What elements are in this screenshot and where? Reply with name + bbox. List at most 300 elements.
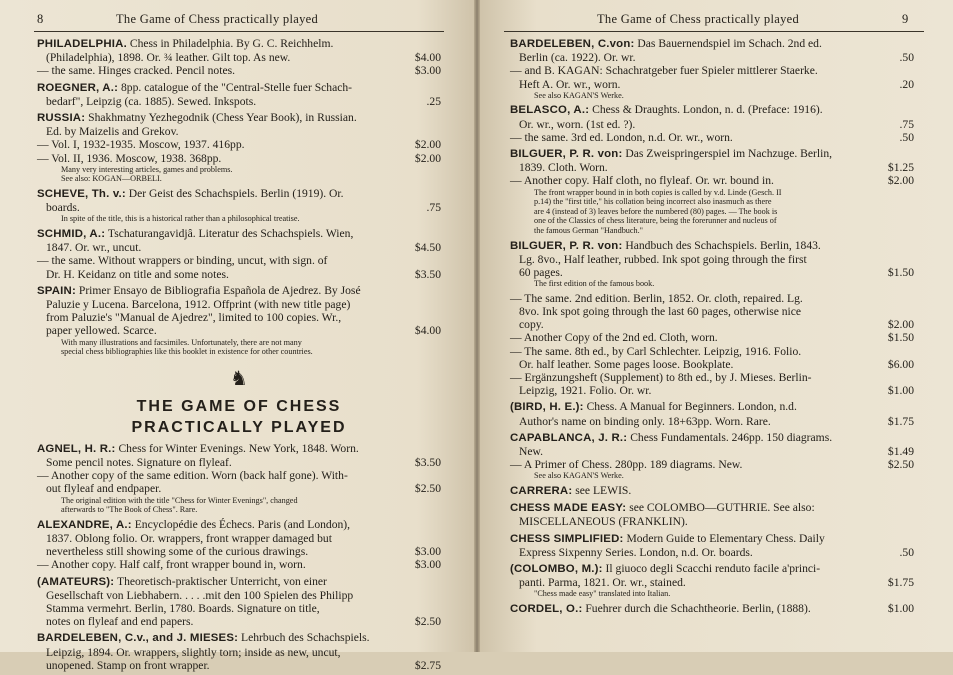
- entry-description: — The same. 2nd edition. Berlin, 1852. Or. cloth, repaired. Lg.: [510, 291, 803, 305]
- entry-text: [37, 37, 441, 51]
- entry-line: [37, 602, 441, 615]
- entry-line: [510, 253, 914, 266]
- entry-line: [37, 324, 441, 337]
- entry-description: Chess in Philadelphia. By G. C. Reichhelm.: [129, 37, 334, 50]
- entry-description: Theoretisch-praktischer Unterricht, von einer: [116, 574, 327, 588]
- entry-price: $1.00: [887, 384, 914, 398]
- catalog-entry: [37, 631, 441, 675]
- entry-description: Modern Guide to Elementary Chess. Daily: [626, 531, 825, 545]
- entry-line: [510, 118, 914, 131]
- entry-description: 8pp. catalogue of the "Central-Stelle fuer Schach-: [121, 80, 353, 94]
- entry-text: [37, 138, 409, 151]
- entry-description: Or. half leather. Some pages loose. Bookplate.: [519, 357, 734, 371]
- entry-note: See also KAGAN'S Werke.: [534, 90, 624, 100]
- entry-text: [519, 415, 882, 428]
- entry-note: See also KAGAN'S Werke.: [534, 471, 624, 481]
- entry-price: $1.50: [887, 266, 914, 279]
- catalog-entry: [37, 518, 441, 575]
- entry-line: [37, 456, 441, 469]
- entry-description: Or. wr., worn. (1st ed. ?).: [519, 117, 636, 131]
- section-title-line-2: PRACTICALLY PLAYED: [131, 418, 347, 436]
- entry-line: [510, 546, 914, 559]
- entry-line: [510, 318, 914, 331]
- entry-line: [37, 545, 441, 558]
- catalog-entry: [510, 484, 914, 501]
- entry-description: Heft A. Or. wr., worn.: [519, 77, 621, 91]
- entry-description: Chess for Winter Evenings. New York, 1848. Worn.: [118, 441, 359, 455]
- entry-text: [37, 152, 409, 165]
- entry-line: [510, 501, 914, 515]
- entry-description: 1837. Oblong folio. Or. wrappers, front wrapper damaged but: [46, 532, 332, 546]
- entry-line: [510, 37, 914, 51]
- entry-line: [37, 227, 441, 241]
- entry-price: $1.00: [887, 602, 914, 616]
- entry-text: [46, 51, 409, 64]
- entry-line: [510, 174, 914, 187]
- entry-line: [510, 131, 914, 144]
- entry-note: The original edition with the title "Chess for Winter Evenings", changed: [61, 495, 298, 505]
- entry-text: [37, 227, 441, 241]
- entry-text: [46, 532, 441, 545]
- right-page: [480, 0, 953, 652]
- entry-description: Chess Fundamentals. 246pp. 150 diagrams.: [630, 430, 833, 444]
- entry-text: [519, 266, 882, 279]
- left-entries-bottom: [37, 442, 441, 675]
- entry-text: [519, 318, 882, 331]
- entry-text: [37, 442, 441, 456]
- entry-line: [37, 95, 441, 108]
- entry-text: [510, 292, 914, 305]
- entry-text: [510, 532, 914, 546]
- entry-text: [519, 576, 882, 589]
- entry-description: Some pencil notes. Signature on flyleaf.: [46, 456, 232, 470]
- entry-text: [510, 239, 914, 253]
- entry-heading: (AMATEURS):: [37, 575, 115, 588]
- page-number-left: 8: [37, 12, 44, 26]
- catalog-entry: [37, 37, 441, 81]
- entry-line: [510, 161, 914, 174]
- entry-note: With many illustrations and facsimiles. Unfortunately, there are not many: [61, 337, 302, 347]
- entry-description: — The same. 8th ed., by Carl Schlechter. Leipzig, 1916. Folio.: [510, 344, 802, 358]
- entry-description: panti. Parma, 1821. Or. wr., stained.: [519, 576, 686, 590]
- entry-text: [37, 81, 441, 95]
- catalog-entry: [510, 37, 914, 103]
- catalog-entry: [510, 501, 914, 531]
- entry-description: 1847. Or. wr., uncut.: [46, 241, 142, 255]
- entry-spacer: [37, 357, 441, 360]
- entry-line: [510, 266, 914, 279]
- entry-text: [510, 458, 882, 471]
- entry-text: [46, 125, 441, 138]
- section-title-line-1: THE GAME OF CHESS: [136, 397, 342, 415]
- entry-text: [510, 103, 914, 117]
- entry-price: .50: [899, 545, 914, 559]
- entry-text: [37, 469, 441, 482]
- entry-spacer: [510, 616, 914, 619]
- entry-description: Lehrbuch des Schachspiels.: [241, 631, 370, 645]
- entry-heading: RUSSIA:: [37, 112, 86, 125]
- running-head-left: The Game of Chess practically played: [116, 12, 319, 26]
- entry-price: .20: [899, 77, 914, 91]
- entry-text: [519, 253, 914, 266]
- entry-description: 60 pages.: [519, 266, 563, 279]
- entry-line: [37, 532, 441, 545]
- entry-text: [510, 431, 914, 445]
- entry-line: [510, 576, 914, 589]
- entry-line: [37, 311, 441, 324]
- entry-line: [510, 515, 914, 528]
- entry-text: [46, 545, 409, 558]
- entry-description: — Vol. I, 1932-1935. Moscow, 1937. 416pp.: [37, 138, 245, 152]
- entry-line: [510, 484, 914, 498]
- entry-price: .50: [899, 130, 914, 144]
- entry-description: — the same. Without wrappers or binding, uncut, with sign. of: [37, 254, 328, 268]
- entry-price: .25: [426, 94, 441, 108]
- entry-text: [46, 298, 441, 311]
- entry-description: — Another copy of the same edition. Worn (back half gone). With-: [37, 469, 348, 483]
- entry-price: .75: [899, 117, 914, 131]
- entry-description: out flyleaf and endpaper.: [46, 482, 162, 496]
- entry-heading: CHESS MADE EASY:: [510, 502, 627, 515]
- entry-description: — Ergänzungsheft (Supplement) to 8th ed., by J. Mieses. Berlin-: [510, 371, 812, 385]
- entry-description: Das Bauernendspiel im Schach. 2nd ed.: [637, 37, 822, 50]
- running-head-right: The Game of Chess practically played: [597, 12, 800, 26]
- entry-text: [37, 631, 441, 645]
- entry-description: Encyclopédie des Échecs. Paris (and London),: [134, 517, 351, 531]
- entry-text: [46, 482, 409, 495]
- entry-line: [37, 482, 441, 495]
- entry-text: [519, 445, 882, 458]
- catalog-entry: [37, 81, 441, 111]
- entry-line: [510, 64, 914, 77]
- entry-description: paper yellowed. Scarce.: [46, 324, 157, 338]
- entry-line: [510, 532, 914, 546]
- entry-price: $2.00: [414, 138, 441, 152]
- entry-heading: CHESS SIMPLIFIED:: [510, 532, 624, 545]
- catalog-entry: [510, 147, 914, 239]
- entry-description: bedarf", Leipzig (ca. 1885). Sewed. Inkspots.: [46, 94, 257, 108]
- catalog-entry: [37, 187, 441, 227]
- entry-price: $1.75: [887, 576, 914, 590]
- entry-text: [46, 268, 409, 281]
- entry-price: $2.00: [414, 151, 441, 165]
- page-number-right: 9: [902, 12, 909, 26]
- catalog-entry: [510, 532, 914, 562]
- entry-description: Il giuoco degli Scacchi renduto facile a'princi-: [605, 562, 821, 576]
- entry-heading: CORDEL, O.:: [510, 603, 583, 616]
- entry-price: $3.00: [414, 64, 441, 78]
- entry-text: [37, 558, 409, 571]
- entry-description: — Another copy. Half cloth, no flyleaf. Or. wr. bound in.: [510, 174, 774, 188]
- entry-line: [510, 384, 914, 397]
- entry-text: [37, 575, 441, 589]
- entry-text: [519, 78, 882, 91]
- entry-text: [510, 484, 914, 498]
- entry-note: the famous German "Handbuch.": [534, 226, 643, 235]
- entry-description: — Vol. II, 1936. Moscow, 1938. 368pp.: [37, 151, 222, 165]
- entry-price: $1.49: [887, 445, 914, 459]
- entry-description: Gesellschaft von Liebhabern. . . . .mit den 100 Spielen des Philipp: [46, 588, 354, 602]
- entry-description: Dr. H. Keidanz on title and some notes.: [46, 267, 229, 281]
- entry-note: afterwards to "The Book of Chess". Rare.: [61, 505, 198, 515]
- entry-description: boards.: [46, 201, 80, 215]
- entry-description: Lg. 8vo., Half leather, rubbed. Ink spot going through the first: [519, 252, 807, 266]
- entry-description: Express Sixpenny Series. London, n.d. Or. boards.: [519, 545, 753, 559]
- entry-note: "Chess made easy" translated into Italian.: [534, 589, 671, 599]
- entry-line: [510, 562, 914, 576]
- entry-description: Ed. by Maizelis and Grekov.: [46, 125, 179, 139]
- entry-line: [37, 201, 441, 214]
- entry-line: [510, 371, 914, 384]
- entry-line: [37, 284, 441, 298]
- entry-text: [37, 518, 441, 532]
- entry-price: $4.00: [414, 324, 441, 338]
- entry-description: — the same. Hinges cracked. Pencil notes.: [37, 64, 235, 78]
- entry-heading: BILGUER, P. R. von:: [510, 239, 623, 252]
- entry-text: [510, 64, 914, 77]
- entry-line: [510, 331, 914, 344]
- entry-heading: SPAIN:: [37, 284, 76, 297]
- entry-heading: SCHEVE, Th. v.:: [37, 188, 126, 201]
- entry-text: [46, 456, 409, 469]
- entry-text: [46, 659, 409, 672]
- catalog-entry: [510, 400, 914, 430]
- entry-line: [37, 51, 441, 64]
- entry-line: [37, 152, 441, 165]
- catalog-entry: [37, 284, 441, 360]
- entry-text: [519, 384, 882, 397]
- entry-description: Author's name on binding only. 18+63pp. Worn. Rare.: [519, 414, 771, 428]
- header-rule-left: [34, 31, 444, 32]
- entry-price: $4.00: [414, 51, 441, 65]
- entry-line: [37, 254, 441, 267]
- entry-text: [519, 161, 882, 174]
- entry-heading: BARDELEBEN, C.v., and J. MIESES:: [37, 632, 239, 645]
- entry-line: [510, 345, 914, 358]
- catalog-entry: [510, 292, 914, 401]
- entry-price: $3.00: [414, 558, 441, 572]
- entry-text: [37, 64, 409, 77]
- entry-text: [37, 284, 441, 298]
- entry-description: Fuehrer durch die Schachtheorie. Berlin, (1888).: [585, 602, 811, 616]
- entry-line: [37, 575, 441, 589]
- catalog-entry: [510, 239, 914, 292]
- entry-text: [510, 174, 882, 187]
- entry-text: [46, 589, 441, 602]
- entry-description: see LEWIS.: [575, 484, 632, 498]
- entry-price: $1.75: [887, 414, 914, 428]
- entry-description: Leipzig, 1921. Folio. Or. wr.: [519, 384, 652, 398]
- catalog-entry: [510, 431, 914, 484]
- entry-text: [46, 201, 409, 214]
- entry-description: notes on flyleaf and end papers.: [46, 615, 194, 629]
- entry-price: $2.00: [887, 174, 914, 188]
- entry-line: [37, 298, 441, 311]
- entry-description: Das Zweispringerspiel im Nachzuge. Berlin,: [625, 147, 833, 161]
- entry-price: .75: [426, 201, 441, 215]
- entry-price: $1.25: [887, 161, 914, 175]
- entry-text: [46, 95, 409, 108]
- entry-description: 8vo. Ink spot going through the last 60 pages, otherwise nice: [519, 305, 802, 318]
- entry-heading: ROEGNER, A.:: [37, 81, 119, 94]
- entry-line: [37, 125, 441, 138]
- entry-note: special chess bibliographies like this booklet in existence for other countries.: [61, 347, 313, 357]
- entry-note: p.14) the "first title," his collation being incorrect also inasmuch as there: [534, 197, 772, 207]
- entry-text: [519, 515, 914, 528]
- entry-price: $2.50: [414, 615, 441, 629]
- entry-line: [37, 138, 441, 151]
- entry-description: Handbuch des Schachspiels. Berlin, 1843.: [625, 238, 821, 252]
- entry-text: [510, 371, 914, 384]
- entry-line: [510, 358, 914, 371]
- entry-description: — the same. 3rd ed. London, n.d. Or. wr., worn.: [510, 130, 733, 144]
- entry-line: [37, 646, 441, 659]
- entry-text: [510, 562, 914, 576]
- catalog-entry: [37, 111, 441, 187]
- entry-price: $6.00: [887, 357, 914, 371]
- entry-line: [37, 187, 441, 201]
- entry-price: $1.50: [887, 331, 914, 345]
- entry-heading: SCHMID, A.:: [37, 228, 106, 241]
- entry-line: [510, 239, 914, 253]
- entry-text: [519, 51, 882, 64]
- entry-price: $3.50: [414, 267, 441, 281]
- catalog-entry: [510, 602, 914, 619]
- entry-heading: BILGUER, P. R. von:: [510, 148, 623, 161]
- right-page-body: [510, 37, 914, 619]
- entry-line: [37, 81, 441, 95]
- entry-description: Primer Ensayo de Bibliografia Española de Ajedrez. By José: [78, 283, 361, 297]
- entry-description: Paluzie y Lucena. Barcelona, 1912. Offprint (with new title page): [46, 298, 351, 312]
- catalog-entry: [37, 575, 441, 632]
- entry-description: Chess. A Manual for Beginners. London, n.d.: [586, 400, 797, 414]
- entry-text: [37, 187, 441, 201]
- entry-heading: ALEXANDRE, A.:: [37, 518, 132, 531]
- entry-text: [519, 118, 882, 131]
- entry-line: [37, 111, 441, 125]
- left-entries-top: [37, 37, 441, 360]
- entry-text: [510, 400, 914, 414]
- entry-line: [510, 147, 914, 161]
- entry-text: [519, 305, 914, 318]
- entry-text: [510, 131, 882, 144]
- entry-price: $4.50: [414, 241, 441, 255]
- catalog-entry: [37, 227, 441, 284]
- entry-line: [37, 241, 441, 254]
- entry-line: [510, 415, 914, 428]
- entry-description: Shakhmatny Yezhegodnik (Chess Year Book), in Russian.: [88, 111, 357, 125]
- entry-heading: PHILADELPHIA.: [37, 38, 127, 50]
- entry-description: — Another copy. Half calf, front wrapper bound in, worn.: [37, 558, 306, 572]
- entry-description: Berlin (ca. 1922). Or. wr.: [519, 51, 636, 65]
- entry-description: — and B. KAGAN: Schachratgeber fuer Spieler mittlerer Staerke.: [510, 64, 818, 78]
- entry-description: Tschaturangavidjâ. Literatur des Schachspiels. Wien,: [107, 227, 354, 241]
- section-title: [37, 396, 441, 438]
- entry-line: [510, 305, 914, 318]
- entry-line: [37, 558, 441, 571]
- entry-line: [510, 292, 914, 305]
- entry-text: [46, 324, 409, 337]
- entry-text: [510, 501, 914, 515]
- entry-description: Chess & Draughts. London, n. d. (Preface: 1916).: [592, 103, 823, 117]
- entry-line: [510, 602, 914, 616]
- entry-description: MISCELLANEOUS (FRANKLIN).: [519, 515, 688, 529]
- entry-price: $2.50: [887, 458, 914, 472]
- entry-text: [37, 111, 441, 125]
- entry-line: [510, 445, 914, 458]
- entry-description: New.: [519, 445, 544, 459]
- entry-price: $3.00: [414, 545, 441, 559]
- entry-heading: CAPABLANCA, J. R.:: [510, 431, 628, 444]
- entry-line: [37, 268, 441, 281]
- entry-description: — A Primer of Chess. 280pp. 189 diagrams. New.: [510, 458, 743, 472]
- entry-price: $3.50: [414, 456, 441, 470]
- entry-description: unopened. Stamp on front wrapper.: [46, 658, 210, 672]
- entry-text: [46, 646, 441, 659]
- entry-text: [46, 615, 409, 628]
- entry-description: from Paluzie's "Manual de Ajedrez", limited to 100 copies. Wr.,: [46, 311, 342, 325]
- catalog-entry: [510, 103, 914, 147]
- entry-text: [510, 331, 882, 344]
- entry-line: [37, 469, 441, 482]
- entry-line: [37, 518, 441, 532]
- entry-text: [46, 311, 441, 324]
- entry-note: The first edition of the famous book.: [534, 279, 655, 289]
- entry-line: [510, 458, 914, 471]
- entry-description: copy.: [519, 318, 544, 332]
- entry-line: [37, 659, 441, 672]
- entry-heading: AGNEL, H. R.:: [37, 442, 116, 455]
- left-page: [0, 0, 474, 672]
- catalog-entry: [510, 562, 914, 602]
- entry-heading: CARRERA:: [510, 485, 573, 498]
- entry-line: [37, 631, 441, 645]
- entry-description: Der Geist des Schachspiels. Berlin (1919). Or.: [128, 187, 344, 201]
- entry-description: 1839. Cloth. Worn.: [519, 161, 608, 175]
- entry-line: [37, 37, 441, 51]
- entry-heading: BELASCO, A.:: [510, 104, 590, 117]
- entry-note: Many very interesting articles, games and problems.: [61, 164, 233, 174]
- entry-text: [519, 358, 882, 371]
- entry-text: [46, 602, 441, 615]
- entry-heading: BARDELEBEN, C.von:: [510, 38, 635, 50]
- entry-text: [510, 345, 914, 358]
- entry-note: In spite of the title, this is a historical rather than a philosophical treatise.: [61, 214, 300, 224]
- entry-line: [37, 589, 441, 602]
- entry-line: [510, 78, 914, 91]
- entry-line: [510, 103, 914, 117]
- entry-text: [37, 254, 441, 267]
- entry-description: see COLOMBO—GUTHRIE. See also:: [629, 501, 815, 515]
- entry-description: nevertheless still showing some of the curious drawings.: [46, 545, 309, 559]
- entry-description: Leipzig, 1894. Or. wrappers, slightly torn; inside as new, uncut,: [46, 645, 341, 659]
- entry-line: [37, 442, 441, 456]
- entry-price: $2.50: [414, 482, 441, 496]
- entry-heading: (BIRD, H. E.):: [510, 401, 584, 414]
- entry-line: [510, 51, 914, 64]
- entry-price: $2.00: [887, 318, 914, 332]
- entry-line: [37, 64, 441, 77]
- header-rule-right: [504, 31, 924, 32]
- entry-text: [46, 241, 409, 254]
- entry-note: See also: KOGAN—ORBELI.: [61, 174, 162, 184]
- left-page-body: [37, 37, 441, 675]
- entry-price: .50: [899, 51, 914, 65]
- entry-text: [519, 546, 882, 559]
- entry-description: (Philadelphia), 1898. Or. ¾ leather. Gilt top. As new.: [46, 51, 291, 65]
- catalog-entry: [37, 442, 441, 518]
- entry-note: one of the Classics of chess literature, being the forerunner and nucleus of: [534, 216, 777, 226]
